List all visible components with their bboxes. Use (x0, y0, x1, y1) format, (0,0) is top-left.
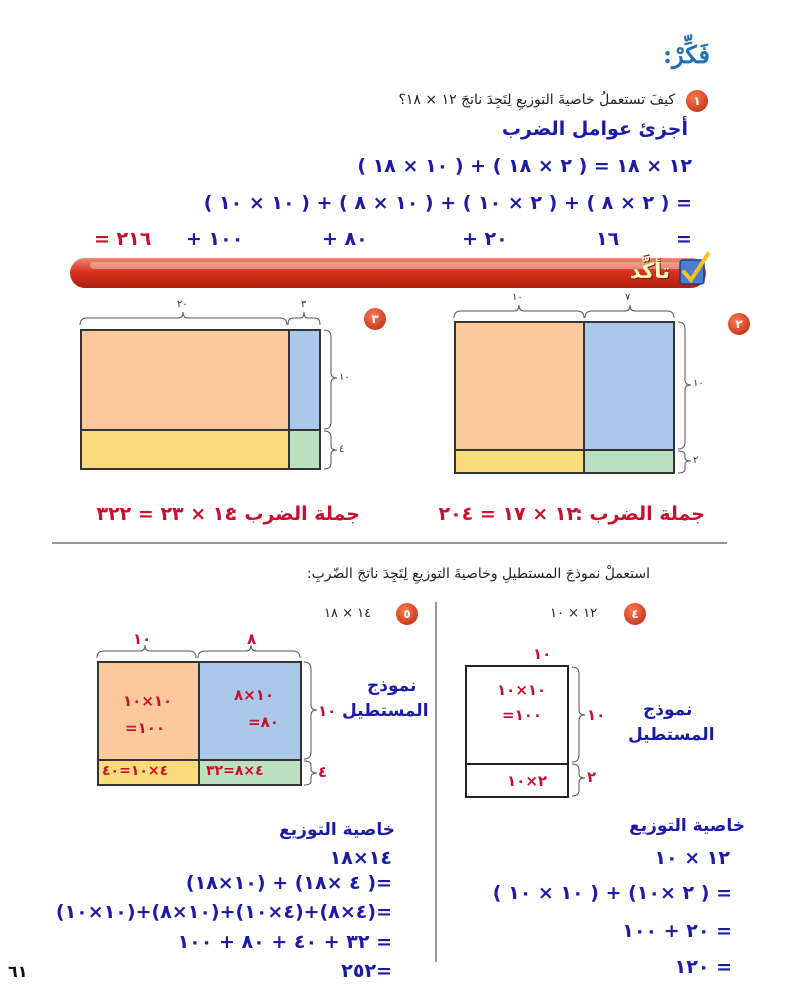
p5-model-label-line-1: نموذج (367, 676, 417, 696)
p4-line-3: = ٢٠ + ١٠٠ (622, 920, 732, 942)
p4-line-2: = ( ٢ ×١٠) + ( ١٠ × ١٠ ) (492, 882, 732, 904)
p2-brace-top-2 (585, 305, 674, 318)
q1-line-3-val-1: ١٦ (596, 228, 620, 250)
p4-line-4: = ١٢٠ (674, 956, 732, 978)
p5-cell-tr-line-1: ١٠×٨ (234, 686, 275, 704)
p3-side-label-1: ١٠ (339, 372, 350, 383)
p4-cell-top-line-1: ١٠×١٠ (497, 681, 547, 699)
p5-brace-side-2 (304, 761, 317, 785)
p2-side-label-2: ٢ (693, 455, 699, 466)
q1-line-3-result: = ٢١٦ (94, 228, 152, 250)
problem-number-4: ٤ (624, 603, 646, 625)
p2-side-label-1: ١٠ (693, 378, 704, 389)
p3-sentence-label: جملة الضرب : (230, 503, 360, 525)
split-factors-heading: أجزئ عوامل الضرب (501, 118, 688, 140)
p2-cell-green (583, 449, 675, 474)
p5-cell-tl-line-2: =١٠٠ (125, 719, 166, 737)
p5-expression: ١٤ × ١٨ (324, 606, 372, 621)
problem-number-3: ٣ (364, 308, 386, 330)
q1-line-3-val-2: + ٢٠ (462, 228, 508, 250)
p4-model-label-line-1: نموذج (643, 700, 693, 720)
p5-cell-tl-line-1: ١٠×١٠ (123, 692, 173, 710)
p3-brace-top-2 (288, 312, 320, 325)
p4-side-label-1: ١٠ (587, 706, 606, 724)
p5-cell-bl-text: ٤×١٠=٤٠ (102, 763, 169, 779)
p5-top-label-2: ٨ (247, 630, 257, 648)
p2-top-label-2: ٧ (625, 292, 631, 303)
page-number: ٦١ (8, 962, 28, 981)
q1-line-3-eq: = (676, 228, 692, 250)
p4-line-1: ١٢ × ١٠ (654, 847, 730, 869)
p4-distributive-title: خاصية التوزيع (629, 816, 745, 836)
p4-brace-side-2 (572, 764, 585, 796)
p5-top-label-1: ١٠ (133, 630, 152, 648)
check-banner-highlight (90, 262, 690, 269)
p2-top-label-1: ١٠ (512, 292, 523, 303)
p3-side-label-2: ٤ (339, 444, 345, 455)
p4-brace-side-1 (572, 667, 585, 762)
p2-brace-top-1 (454, 305, 584, 318)
q1-line-3-val-3: + ٨٠ (322, 228, 368, 250)
q1-line-2: = ( ٢ × ٨ ) + ( ٢ × ١٠ ) + ( ١٠ × ٨ ) + ( ١٠ × ١٠ ) (203, 192, 692, 214)
p2-cell-blue (583, 321, 675, 451)
think-title: فَكِّرْ: (663, 40, 710, 69)
p5-brace-side-1 (304, 662, 317, 759)
q1-line-1: ١٢ × ١٨ = ( ٢ × ١٨ ) + ( ١٠ × ١٨ ) (357, 155, 692, 177)
p5-distributive-title: خاصية التوزيع (279, 820, 395, 840)
p5-cell-blue (198, 661, 302, 761)
p5-line-1: ١٤×١٨ (329, 847, 392, 869)
p2-sentence-label: جملة الضرب : (575, 503, 705, 525)
p5-line-2: =( ٤ ×١٨) + (١٠×١٨) (185, 872, 392, 894)
p2-cell-yellow (454, 449, 585, 474)
q1-line-3-val-4: + ١٠٠ (186, 228, 244, 250)
p3-top-label-1: ٢٠ (177, 299, 188, 310)
p5-model-label-line-2: المستطيل (342, 701, 429, 721)
problem-number-2: ٢ (728, 313, 750, 335)
p5-cell-orange (97, 661, 200, 761)
p4-cell-bottom-text: ٢×١٠ (507, 772, 548, 790)
p2-brace-side-2 (678, 451, 691, 473)
p3-top-label-2: ٣ (301, 299, 307, 310)
p5-line-4: = ٣٢ + ٤٠ + ٨٠ + ١٠٠ (177, 931, 392, 953)
p3-cell-yellow (80, 429, 290, 470)
p3-cell-green (288, 429, 321, 470)
p3-sentence-value: ١٤ × ٢٣ = ٣٢٢ (96, 503, 236, 525)
p2-cell-orange (454, 321, 585, 451)
p4-side-label-2: ٢ (587, 768, 597, 786)
question-1-text: كيفَ تستعملُ خاصيةَ التوزيعِ لِتَجِدَ ناتجَ ١٢ × ١٨؟ (398, 92, 675, 108)
question-number-1: ١ (686, 90, 708, 112)
p5-line-3: =(٤×٨)+(٤×١٠)+(١٠×٨)+(١٠×١٠) (55, 901, 392, 923)
p4-cell-top-line-2: =١٠٠ (502, 706, 543, 724)
p5-side-label-2: ٤ (318, 763, 328, 781)
p5-cell-br-text: ٤×٨=٣٢ (206, 763, 264, 779)
p2-brace-side-1 (678, 322, 691, 449)
p5-side-label-1: ١٠ (318, 702, 337, 720)
p4-top-label: ١٠ (533, 645, 552, 663)
p3-brace-side-2 (324, 431, 337, 469)
p3-brace-side-1 (324, 330, 337, 429)
p4-model-label-line-2: المستطيل (628, 725, 715, 745)
instruction-text: استعملْ نموذجَ المستطيلِ وخاصيةَ التوزيعِ لِتَجِدَ ناتجَ الضّربِ: (306, 566, 650, 582)
p3-cell-blue (288, 329, 321, 431)
p5-cell-tr-line-2: =٨٠ (248, 713, 279, 731)
p4-expression: ١٢ × ١٠ (550, 606, 598, 621)
check-title: تأكَّد (629, 259, 670, 283)
p3-brace-top-1 (80, 312, 287, 325)
p5-line-5: =٢٥٢ (341, 960, 392, 982)
p2-sentence-value: ١٢ × ١٧ = ٢٠٤ (438, 503, 578, 525)
problem-number-5: ٥ (396, 603, 418, 625)
p3-cell-orange (80, 329, 290, 431)
